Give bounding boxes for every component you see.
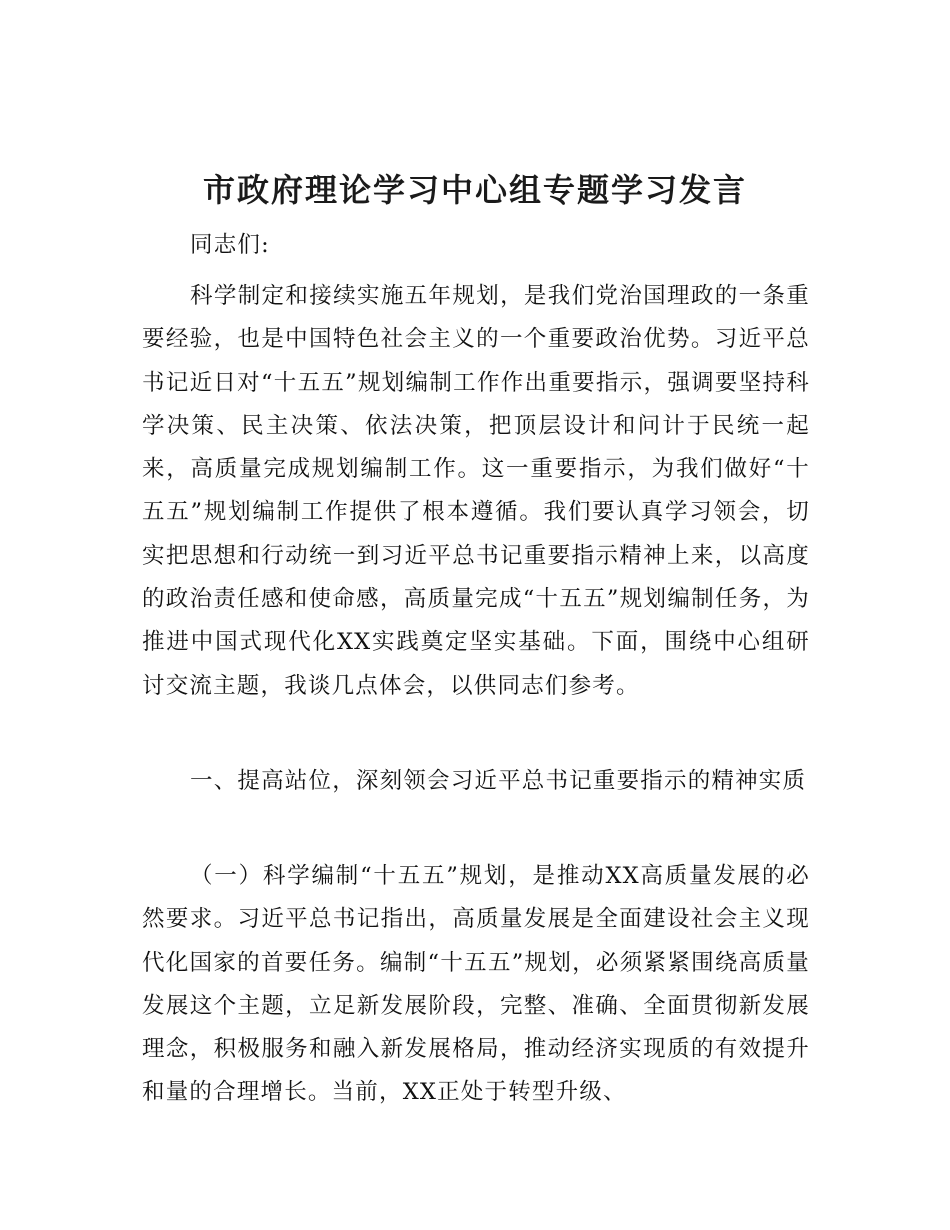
paragraph-subsection-1: （一）科学编制“十五五”规划，是推动XX高质量发展的必然要求。习近平总书记指出，高质量发展是全面建设社会主义现代化国家的首要任务。编制“十五五”规划，必须紧紧围绕高质量发展这个主题，立足新发展阶段，完整、准确、全面贯彻新发展理念，积极服务和融入新发展格局，推动经济实现质的有效提升和量的合理增长。当前，XX正处于转型升级、 [142,863,810,1106]
document-title: 市政府理论学习中心组专题学习发言 [202,171,747,209]
section-heading-1: 一、提高站位，深刻领会习近平总书记重要指示的精神实质 [190,768,807,794]
paragraph-intro: 科学制定和接续实施五年规划，是我们党治国理政的一条重要经验，也是中国特色社会主义的一个重要政治优势。习近平总书记近日对“十五五”规划编制工作作出重要指示，强调要坚持科学决策、民主决策、依法决策，把顶层设计和问计于民统一起来，高质量完成规划编制工作。这一重要指示，为我们做好“十五五”规划编制工作提供了根本遵循。我们要认真学习领会，切实把思想和行动统一到习近平总书记重要指示精神上来，以高度的政治责任感和使命感，高质量完成“十五五”规划编制任务，为推进中国式现代化XX实践奠定坚实基础。下面，围绕中心组研讨交流主题，我谈几点体会，以供同志们参考。 [142,283,810,699]
salutation: 同志们: [190,232,270,258]
